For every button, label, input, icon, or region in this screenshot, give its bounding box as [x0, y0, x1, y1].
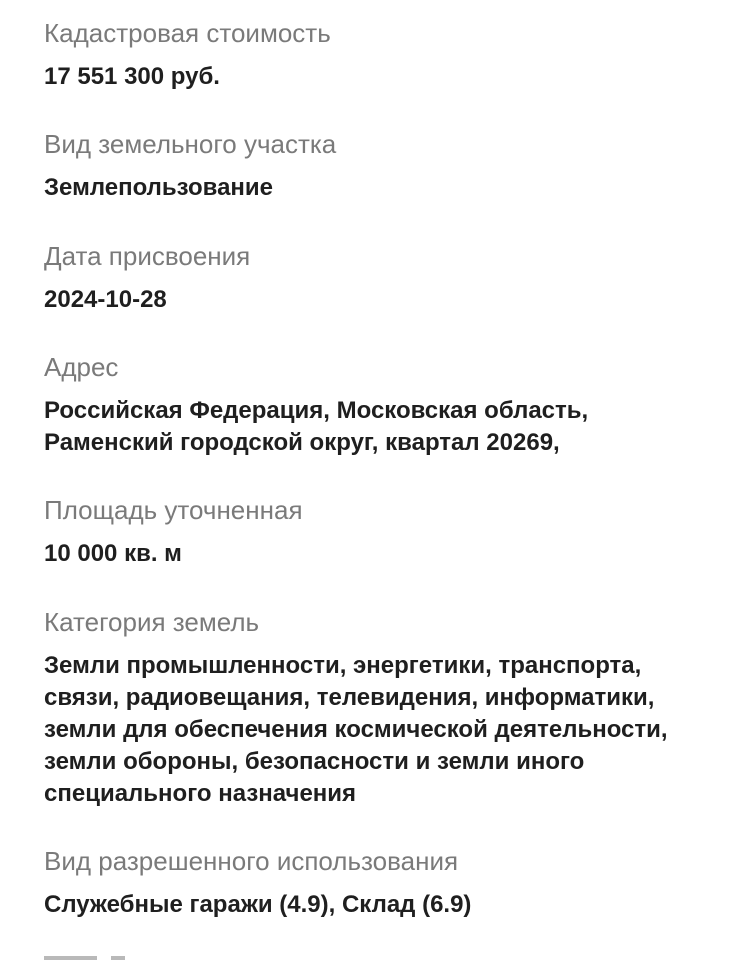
field-label: Площадь уточненная — [44, 495, 303, 525]
clipped-next-field — [44, 952, 184, 960]
field-label: Адрес — [44, 352, 119, 382]
field-value: 17 551 300 руб. — [44, 63, 220, 90]
field-label: Вид разрешенного использования — [44, 846, 459, 876]
land-plot-type-field — [44, 128, 723, 204]
assignment-date-field — [44, 240, 723, 316]
field-label: Кадастровая стоимость — [44, 18, 331, 48]
field-value: Служебные гаражи (4.9), Склад (6.9) — [44, 891, 472, 918]
land-category-field — [44, 606, 723, 810]
field-value: Российская Федерация, Московская область, Раменский городской округ, квартал 20269, — [44, 397, 589, 456]
cadastral-value-field — [44, 17, 723, 93]
field-label: Категория земель — [44, 607, 260, 637]
field-label: Дата присвоения — [44, 241, 251, 271]
field-label: Вид земельного участка — [44, 129, 337, 159]
area-field — [44, 494, 723, 570]
field-value: Землепользование — [44, 174, 274, 201]
field-value: 2024-10-28 — [44, 286, 167, 313]
field-value: Земли промышленности, энергетики, транспорта, связи, радиовещания, телевидения, информатики, земли для обеспечения космической деятельности, земли обороны, безопасности и земли иного специального назначения — [44, 652, 668, 807]
address-field — [44, 351, 723, 459]
permitted-use-field — [44, 845, 723, 921]
field-value: 10 000 кв. м — [44, 540, 182, 567]
